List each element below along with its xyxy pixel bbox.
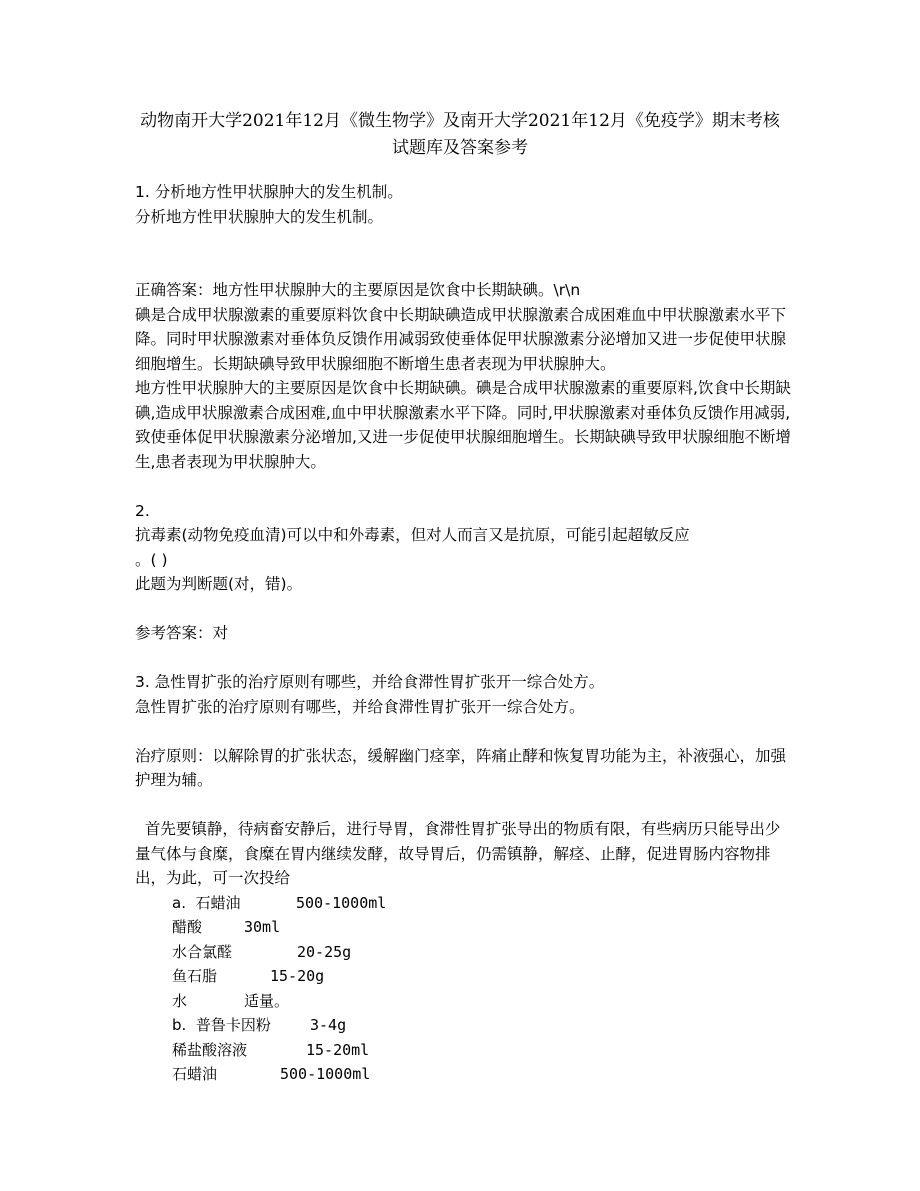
q2-number: 2. xyxy=(135,501,150,520)
prescription-name: 稀盐酸溶液 xyxy=(172,1040,248,1059)
prescription-dose: 适量。 xyxy=(244,991,290,1010)
q3-principle: 治疗原则：以解除胃的扩张状态，缓解幽门痉挛，阵痛止酵和恢复胃功能为主，补液强心，加强护理为辅。 xyxy=(135,746,787,789)
q2-question-continuation: 。( ) xyxy=(135,550,168,569)
prescription-name: b. 普鲁卡因粉 xyxy=(172,1016,271,1034)
title-line-1: 动物南开大学2021年12月《微生物学》及南开大学2021年12月《免疫学》期末考核 xyxy=(140,111,780,131)
q3-heading: 3. 急性胃扩张的治疗原则有哪些，并给食滞性胃扩张开一综合处方。 xyxy=(135,673,605,691)
q2-question: 抗毒素(动物免疫血清)可以中和外毒素，但对人而言又是抗原，可能引起超敏反应 xyxy=(135,526,690,544)
prescription-item xyxy=(135,940,795,965)
document-title xyxy=(110,108,810,162)
prescription-item xyxy=(135,1038,795,1063)
q3-question: 急性胃扩张的治疗原则有哪些，并给食滞性胃扩张开一综合处方。 xyxy=(135,697,585,716)
q1-answer-paragraph-2: 地方性甲状腺肿大的主要原因是饮食中长期缺碘。碘是合成甲状腺激素的重要原料,饮食中长期缺碘,造成甲状腺激素合成困难,血中甲状腺激素水平下降。同时,甲状腺激素对垂体负反馈作用减弱,致使垂体促甲状腺激素分泌增加,又进一步促使甲状腺细胞增生。长期缺碘导致甲状腺细胞不断增生,患者表现为甲状腺肿大。 xyxy=(135,379,791,471)
prescription-item xyxy=(135,964,795,989)
title-line-2: 试题库及答案参考 xyxy=(392,138,528,158)
prescription-dose: 500-1000ml xyxy=(296,893,387,912)
prescription-item xyxy=(135,1013,795,1038)
q2-answer: 参考答案：对 xyxy=(135,624,229,642)
prescription-dose: 500-1000ml xyxy=(280,1065,371,1083)
q3-detail: 首先要镇静，待病畜安静后，进行导胃，食滞性胃扩张导出的物质有限，有些病历只能导出少量气体与食糜，食糜在胃内继续发酵，故导胃后，仍需镇静，解痉、止酵，促进胃肠内容物排出，为此，可一次投给 xyxy=(135,820,781,887)
prescription-dose: 15-20ml xyxy=(306,1040,370,1059)
document-body xyxy=(135,180,795,1087)
prescription-dose: 20-25g xyxy=(297,942,352,961)
q1-heading: 1. 分析地方性甲状腺肿大的发生机制。 xyxy=(135,183,403,201)
prescription-name: a. 石蜡油 xyxy=(172,893,241,912)
prescription-name: 水 xyxy=(172,991,188,1010)
prescription-item xyxy=(135,891,795,916)
prescription-name: 醋酸 xyxy=(172,918,203,936)
prescription-dose: 30ml xyxy=(244,918,281,936)
prescription-item xyxy=(135,915,795,940)
q1-question: 分析地方性甲状腺肿大的发生机制。 xyxy=(135,207,384,226)
prescription-dose: 3-4g xyxy=(310,1016,347,1034)
prescription-name: 鱼石脂 xyxy=(172,967,218,985)
prescription-item xyxy=(135,1062,795,1087)
prescription-dose: 15-20g xyxy=(270,967,325,985)
q1-answer-intro: 正确答案：地方性甲状腺肿大的主要原因是饮食中长期缺碘。\r\n xyxy=(135,281,581,299)
prescription-name: 水合氯醛 xyxy=(172,942,233,961)
prescription-item xyxy=(135,989,795,1014)
prescription-list xyxy=(135,891,795,1087)
prescription-name: 石蜡油 xyxy=(172,1065,218,1083)
q1-answer-paragraph-1: 碘是合成甲状腺激素的重要原料饮食中长期缺碘造成甲状腺激素合成困难血中甲状腺激素水平下降。同时甲状腺激素对垂体负反馈作用减弱致使垂体促甲状腺激素分泌增加又进一步促使甲状腺细胞增生。长期缺碘导致甲状腺细胞不断增生患者表现为甲状腺肿大。 xyxy=(135,305,787,373)
q2-type-note: 此题为判断题(对，错)。 xyxy=(135,575,303,593)
